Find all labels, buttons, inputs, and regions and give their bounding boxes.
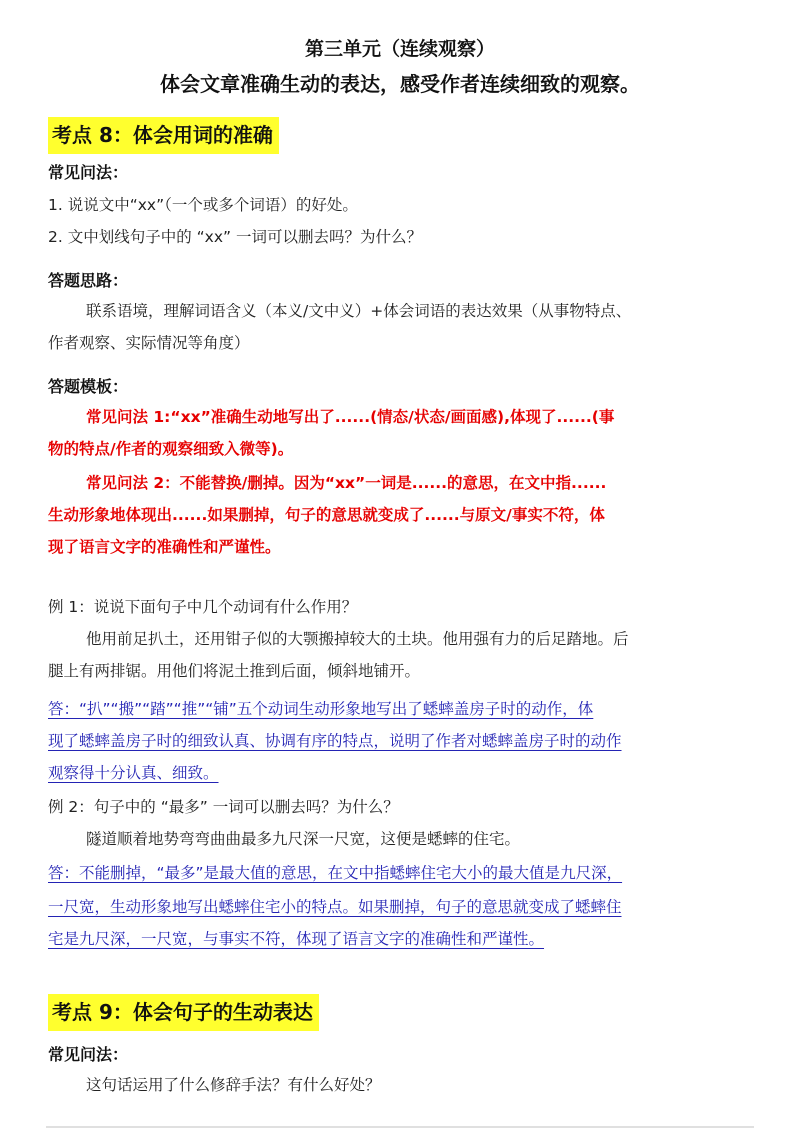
thinking-label: 答题思路： <box>48 271 129 290</box>
example-2-answer-3: 宅是九尺深，一尺宽，与事实不符，体现了语言文字的准确性和严谨性。 <box>48 930 545 948</box>
unit-title: 第三单元（连续观察） <box>304 38 495 60</box>
page-bottom-divider <box>46 1126 754 1128</box>
template-line-1: 常见问法 1:“xx”准确生动地写出了......(情态/状态/画面感),体现了......(事 <box>86 408 615 426</box>
question-1: 1. 说说文中“xx”（一个或多个词语）的好处。 <box>48 196 358 214</box>
common-questions-label: 常见问法： <box>48 163 129 182</box>
example-1-text-1: 他用前足扒土，还用钳子似的大颚搬掉较大的土块。他用强有力的后足踏地。后 <box>86 630 629 648</box>
example-2-question: 例 2：句子中的 “最多” 一词可以删去吗？为什么？ <box>48 798 399 816</box>
example-2-answer-1: 答：不能删掉，“最多”是最大值的意思，在文中指蟋蟀住宅大小的最大值是九尺深， <box>48 864 623 882</box>
template-line-5: 现了语言文字的准确性和严谨性。 <box>48 538 281 556</box>
question-2: 2. 文中划线句子中的 “xx” 一词可以删去吗？为什么？ <box>48 228 422 246</box>
template-line-3: 常见问法 2：不能替换/删掉。因为“xx”一词是......的意思，在文中指...... <box>86 474 607 492</box>
example-2-answer-2: 一尺宽，生动形象地写出蟋蟀住宅小的特点。如果删掉，句子的意思就变成了蟋蟀住 <box>48 898 622 916</box>
unit-subtitle: 体会文章准确生动的表达，感受作者连续细致的观察。 <box>160 72 640 96</box>
thinking-line-2: 作者观察、实际情况等角度） <box>48 334 250 352</box>
kaodian-8-heading: 考点 8：体会用词的准确 <box>48 117 279 154</box>
example-1-answer-3: 观察得十分认真、细致。 <box>48 764 219 782</box>
template-label: 答题模板： <box>48 377 129 396</box>
thinking-line-1: 联系语境，理解词语含义（本义/文中义）+体会词语的表达效果（从事物特点、 <box>86 302 632 320</box>
kaodian-9-heading: 考点 9：体会句子的生动表达 <box>48 994 319 1031</box>
example-1-question: 例 1：说说下面句子中几个动词有什么作用？ <box>48 598 358 616</box>
example-2-text-1: 隧道顺着地势弯弯曲曲最多九尺深一尺宽，这便是蟋蟀的住宅。 <box>86 830 521 848</box>
example-1-answer-1: 答：“扒”“搬”“踏”“推”“铺”五个动词生动形象地写出了蟋蟀盖房子时的动作，体 <box>48 700 594 718</box>
kaodian-9-common-label: 常见问法： <box>48 1045 129 1064</box>
example-1-answer-2: 现了蟋蟀盖房子时的细致认真、协调有序的特点，说明了作者对蟋蟀盖房子时的动作 <box>48 732 622 750</box>
template-line-2: 物的特点/作者的观察细致入微等)。 <box>48 440 294 458</box>
example-1-text-2: 腿上有两排锯。用他们将泥土推到后面，倾斜地铺开。 <box>48 662 421 680</box>
kaodian-9-question: 这句话运用了什么修辞手法？有什么好处？ <box>86 1076 381 1094</box>
template-line-4: 生动形象地体现出......如果删掉，句子的意思就变成了......与原文/事实不符，体 <box>48 506 605 524</box>
